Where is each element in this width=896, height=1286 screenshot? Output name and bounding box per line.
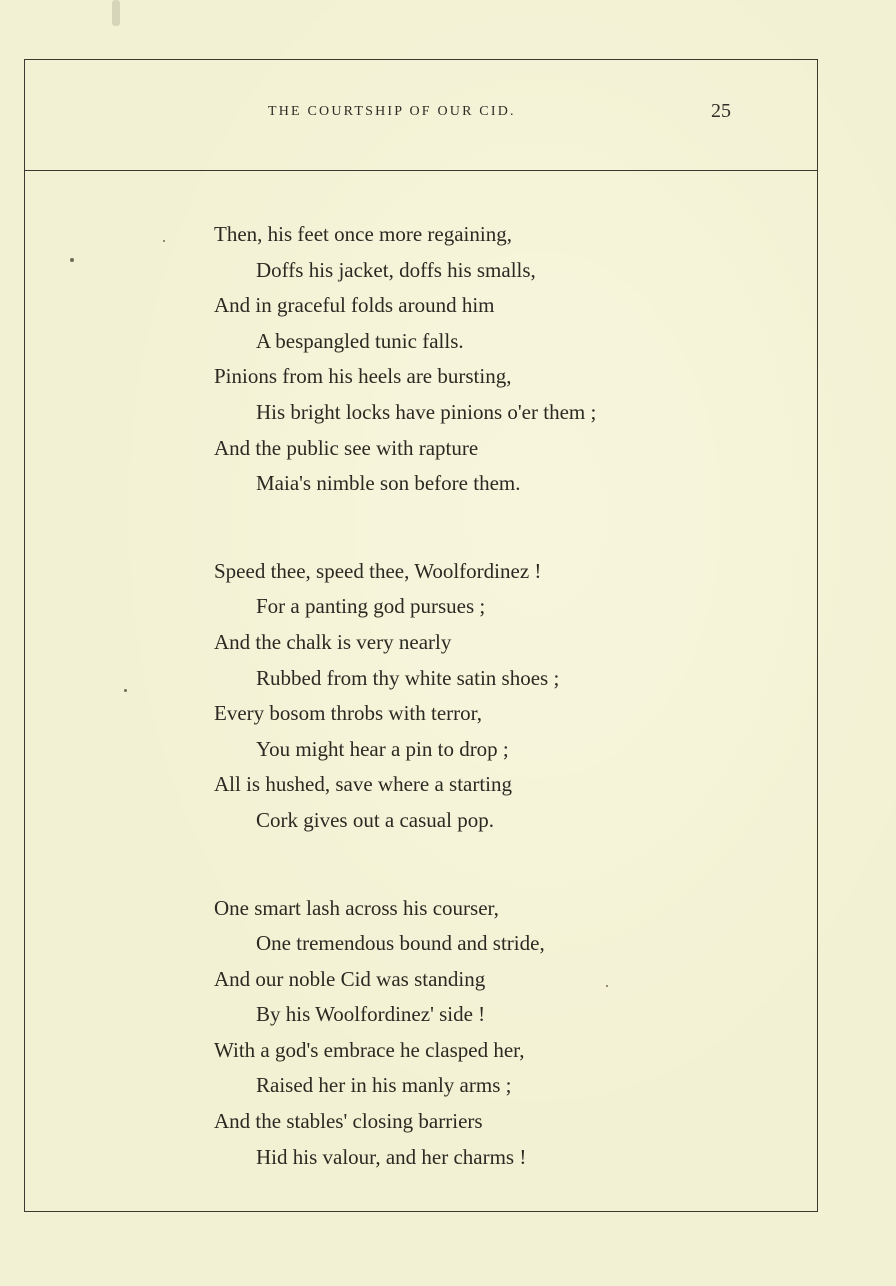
- poem-line: For a panting god pursues ;: [256, 594, 486, 619]
- poem-line: Every bosom throbs with terror,: [214, 701, 483, 726]
- poem-line: Rubbed from thy white satin shoes ;: [256, 665, 560, 690]
- poem-line: Cork gives out a casual pop.: [256, 807, 494, 832]
- poem-line: And in graceful folds around him: [214, 293, 495, 318]
- ink-speck: [70, 258, 74, 262]
- ink-speck: [606, 985, 608, 987]
- scan-smudge: [112, 0, 120, 26]
- header-rule: [24, 170, 818, 171]
- running-title: THE COURTSHIP OF OUR CID.: [268, 104, 516, 119]
- poem-line: And our noble Cid was standing: [214, 966, 486, 991]
- poem-line: Then, his feet once more regaining,: [214, 222, 512, 246]
- poem-line: Raised her in his manly arms ;: [256, 1073, 512, 1098]
- poem-line: And the public see with rapture: [214, 435, 479, 460]
- ink-speck: [163, 240, 165, 242]
- poem-line: One tremendous bound and stride,: [256, 931, 545, 956]
- poem-line: You might hear a pin to drop ;: [256, 736, 509, 761]
- stanza: [214, 217, 774, 502]
- poem-line: One smart lash across his courser,: [214, 895, 499, 920]
- poem-line: By his Woolfordinez' side !: [256, 1002, 486, 1027]
- page-number: 25: [711, 100, 731, 122]
- stanza: [214, 891, 774, 1176]
- poem-line: His bright locks have pinions o'er them ;: [256, 399, 597, 424]
- poem-line: With a god's embrace he clasped her,: [214, 1037, 525, 1062]
- poem-line: Speed thee, speed thee, Woolfordinez !: [214, 558, 542, 583]
- poem-line: And the chalk is very nearly: [214, 629, 452, 654]
- poem-body: [214, 217, 774, 1227]
- ink-speck: [124, 689, 127, 692]
- poem-line: Maia's nimble son before them.: [256, 471, 521, 496]
- poem-line: And the stables' closing barriers: [214, 1109, 483, 1134]
- poem-line: Hid his valour, and her charms !: [256, 1144, 527, 1169]
- stanza: [214, 554, 774, 839]
- poem-line: All is hushed, save where a starting: [214, 772, 513, 797]
- poem-line: Doffs his jacket, doffs his smalls,: [256, 257, 536, 282]
- poem-line: A bespangled tunic falls.: [256, 328, 464, 353]
- poem-line: Pinions from his heels are bursting,: [214, 364, 512, 389]
